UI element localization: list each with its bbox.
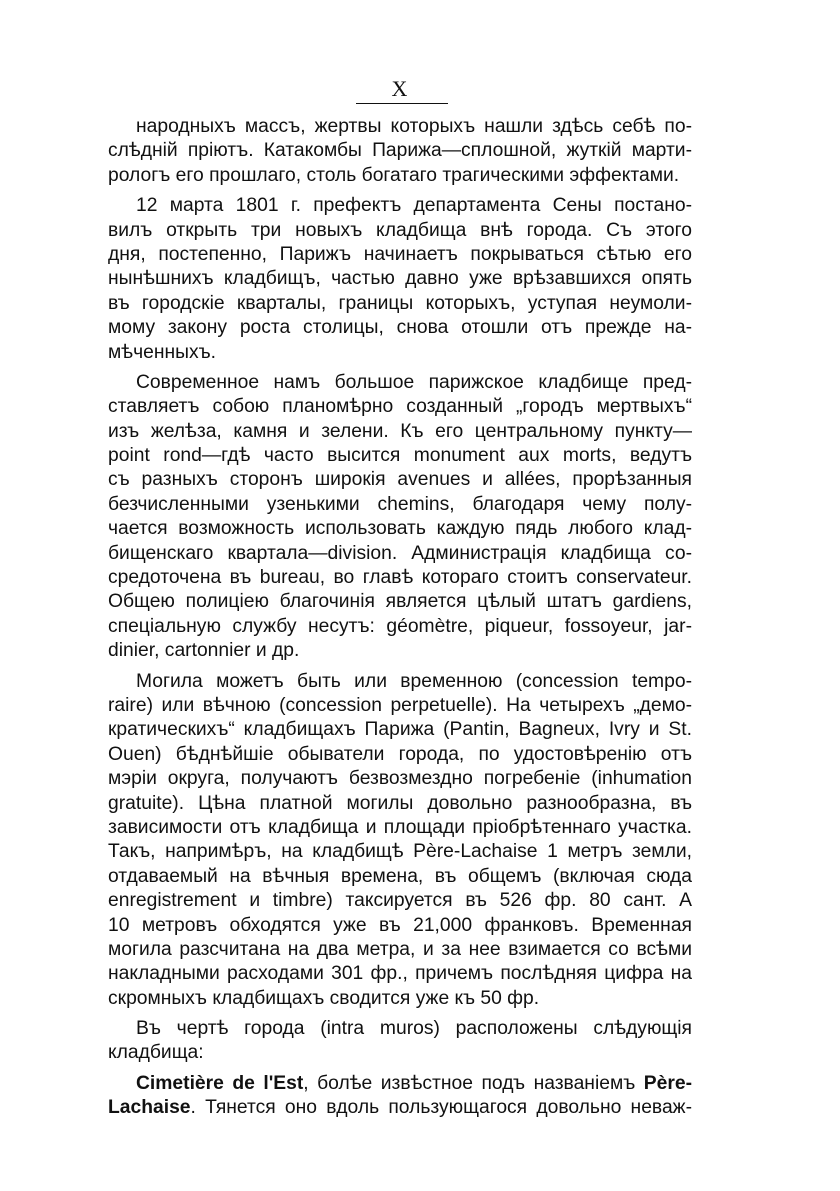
text-line: кладбища:: [108, 1042, 204, 1064]
text-line: спеціальную службу несутъ: géomètre, piqueur, fossoyeur, jar-: [108, 615, 692, 637]
page-number: X: [391, 76, 409, 101]
text-fragment: . Тянется оно вдоль пользующагося довольно неваж-: [190, 1097, 692, 1119]
text-line: gratuite). Цѣна платной могилы довольно разнообразна, въ: [108, 792, 692, 814]
paragraph: [108, 371, 692, 664]
text-line: Современное намъ большое парижское кладбище пред-: [136, 371, 692, 393]
text-line: Могила можетъ быть или временною (concession tempo-: [136, 670, 692, 692]
text-line: безчисленными узенькими chemins, благодаря чему полу-: [108, 493, 692, 515]
text-line: Общею полиціею благочинія является цѣлый штатъ gardiens,: [108, 591, 692, 613]
text-line: мому закону роста столицы, снова отошли отъ прежде на-: [108, 317, 692, 339]
text-line: 12 марта 1801 г. префектъ департамента Сены постано-: [136, 195, 692, 217]
header-rule: [356, 103, 448, 104]
body-text: [108, 115, 692, 1127]
paragraphs: [108, 115, 692, 1066]
text-line: dinier, cartonnier и др.: [108, 640, 300, 662]
paragraph: [108, 670, 692, 1011]
text-line: чается возможность использовать каждую пядь любого клад-: [108, 518, 692, 540]
text-fragment: , болѣе извѣстное подъ названіемъ: [303, 1072, 644, 1094]
text-line: [108, 1096, 692, 1120]
text-line: съ разныхъ сторонъ широкія avenues и allées, прорѣзанныя: [108, 469, 692, 491]
term-pere-part1: Père-: [643, 1072, 692, 1094]
text-line: ставляетъ собою планомѣрно созданный „городъ мертвыхъ“: [108, 396, 692, 418]
text-line: нынѣшнихъ кладбищъ, частью давно уже врѣзавшихся опять: [108, 268, 692, 290]
text-line: Въ чертѣ города (intra muros) расположены слѣдующія: [136, 1018, 692, 1040]
text-line: [108, 1072, 692, 1096]
text-line: отдаваемый на вѣчныя времена, въ общемъ (включая сюда: [108, 865, 692, 887]
paragraph-cimetiere-de-l-est: [108, 1072, 692, 1121]
term-lachaise-part2: Lachaise: [108, 1097, 191, 1119]
text-line: могила разсчитана на два метра, и за нее взимается со всѣми: [108, 938, 692, 960]
text-line: мэріи округа, получаютъ безвозмездно погребеніе (inhumation: [108, 768, 692, 790]
text-line: въ городскіе кварталы, границы которыхъ, уступая неумоли-: [108, 292, 692, 314]
text-line: слѣдній пріютъ. Катакомбы Парижа—сплошной, жуткій марти-: [108, 140, 692, 162]
text-line: 10 метровъ обходятся уже въ 21,000 франковъ. Временная: [108, 914, 692, 936]
text-line: Ouen) бѣднѣйшіе обыватели города, по удостовѣренію отъ: [108, 743, 692, 765]
text-line: бищенскаго квартала—division. Администрація кладбища со-: [108, 542, 692, 564]
text-line: мѣченныхъ.: [108, 341, 217, 363]
text-line: изъ желѣза, камня и зелени. Къ его центральному пункту—: [108, 420, 692, 442]
text-line: вилъ открыть три новыхъ кладбища внѣ города. Съ этого: [108, 219, 692, 241]
text-line: средоточена въ bureau, во главѣ котораго стоитъ conservateur.: [108, 567, 692, 589]
text-line: point rond—гдѣ часто высится monument aux morts, ведутъ: [108, 445, 692, 467]
paragraph: [108, 194, 692, 365]
text-line: кратическихъ“ кладбищахъ Парижа (Pantin, Bagneux, Ivry и St.: [108, 719, 692, 741]
paragraph: [108, 1017, 692, 1066]
text-line: enregistrement и timbre) таксируется въ 526 фр. 80 сант. А: [108, 890, 692, 912]
paragraph: [108, 115, 692, 188]
text-line: скромныхъ кладбищахъ сводится уже къ 50 фр.: [108, 987, 540, 1009]
term-cimetiere-de-l-est: Cimetière de l'Est: [136, 1072, 304, 1094]
text-line: рологъ его прошлаго, столь богатаго трагическими эффектами.: [108, 164, 680, 186]
text-line: дня, постепенно, Парижъ начинаетъ покрываться сѣтью его: [108, 243, 692, 265]
text-line: Такъ, напримѣръ, на кладбищѣ Père-Lachaise 1 метръ земли,: [108, 841, 692, 863]
text-line: зависимости отъ кладбища и площади пріобрѣтеннаго участка.: [108, 816, 692, 838]
text-line: raire) или вѣчною (concession perpetuelle). На четырехъ „демо-: [108, 694, 692, 716]
text-line: народныхъ массъ, жертвы которыхъ нашли здѣсь себѣ по-: [136, 116, 692, 137]
text-line: накладными расходами 301 фр., причемъ послѣдняя цифра на: [108, 963, 692, 985]
